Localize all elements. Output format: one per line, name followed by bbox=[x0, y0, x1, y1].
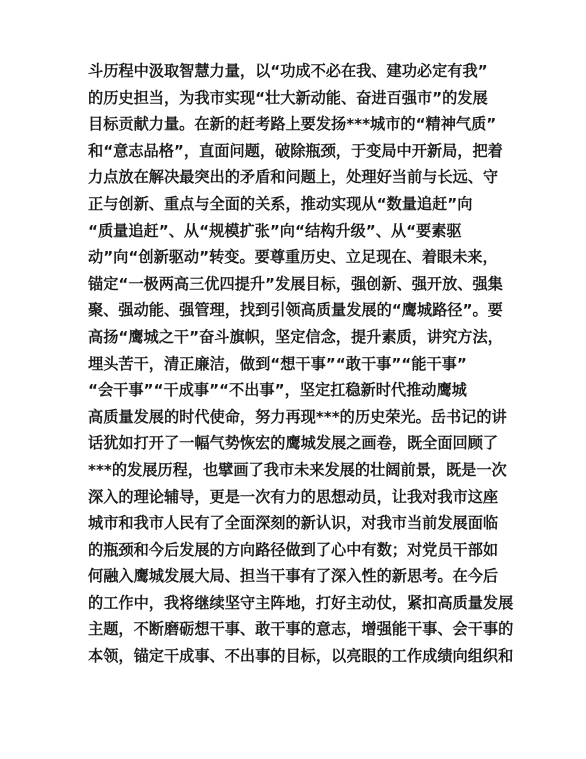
text-line: 高扬“鹰城之干”奋斗旗帜，坚定信念，提升素质，讲究方法， bbox=[88, 327, 503, 346]
body-text bbox=[88, 58, 514, 670]
text-line: 何融入鹰城发展大局、担当干事有了深入性的新思考。在今后 bbox=[88, 567, 499, 586]
text-line: 的历史担当，为我市实现“壮大新动能、奋进百强市”的发展 bbox=[88, 88, 488, 107]
text-line: 目标贡献力量。在新的赶考路上要发扬***城市的“精神气质” bbox=[88, 115, 497, 134]
text-line: 埋头苦干，清正廉洁，做到“想干事”“敢干事”“能干事” bbox=[88, 354, 467, 373]
text-line: 聚、强动能、强管理，找到引领高质量发展的“鹰城路径”。要 bbox=[88, 301, 503, 320]
text-line: 力点放在解决最突出的矛盾和问题上，处理好当前与长远、守 bbox=[88, 168, 499, 187]
text-line: 的瓶颈和今后发展的方向路径做到了心中有数；对党员干部如 bbox=[88, 540, 499, 559]
text-line: 斗历程中汲取智慧力量，以“功成不必在我、建功必定有我” bbox=[88, 62, 488, 80]
text-line: ***的发展历程，也擘画了我市未来发展的壮阔前景，既是一次 bbox=[88, 460, 507, 479]
text-line: 的工作中，我将继续坚守主阵地，打好主动仗，紧扣高质量发展 bbox=[88, 593, 514, 612]
text-line: “会干事”“干成事”“不出事”，坚定扛稳新时代推动鹰城 bbox=[88, 381, 467, 400]
text-line: 锚定“一极两高三优四提升”发展目标，强创新、强开放、强集 bbox=[88, 274, 503, 293]
text-line: 城市和我市人民有了全面深刻的新认识，对我市当前发展面临 bbox=[88, 514, 499, 533]
text-line: 深入的理论辅导，更是一次有力的思想动员，让我对我市这座 bbox=[88, 487, 499, 506]
text-line: “质量追赶”、从“规模扩张”向“结构升级”、从“要素驱 bbox=[88, 221, 462, 240]
text-line: 和“意志品格”，直面问题，破除瓶颈，于变局中开新局，把着 bbox=[88, 141, 503, 160]
text-line: 动”向“创新驱动”转变。要尊重历史、立足现在、着眼未来， bbox=[88, 248, 498, 267]
text-line: 本领，锚定干成事、不出事的目标，以亮眼的工作成绩向组织和 bbox=[88, 647, 514, 666]
text-line: 高质量发展的时代使命，努力再现***的历史荣光。岳书记的讲 bbox=[88, 407, 507, 426]
text-line: 话犹如打开了一幅气势恢宏的鹰城发展之画卷，既全面回顾了 bbox=[88, 434, 499, 453]
text-line: 正与创新、重点与全面的关系，推动实现从“数量追赶”向 bbox=[88, 194, 473, 213]
text-line: 主题，不断磨砺想干事、敢干事的意志，增强能干事、会干事的 bbox=[88, 620, 514, 639]
